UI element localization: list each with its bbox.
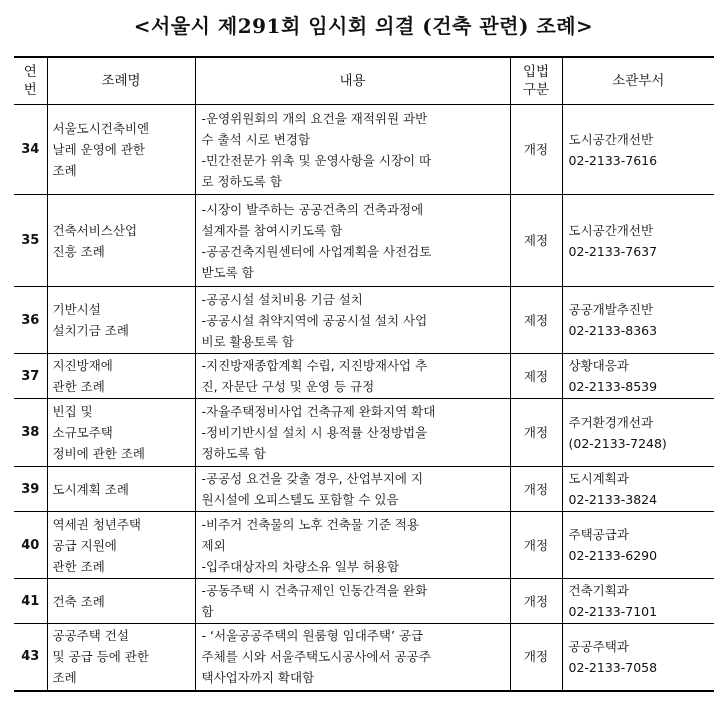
ordinance-content xyxy=(195,105,510,195)
ordinance-content-line: -정비기반시설 설치 시 용적률 산정방법을 xyxy=(201,425,428,440)
department-line: 주거환경개선과 xyxy=(568,414,654,430)
ordinance-content-line: -지진방재종합계획 수립, 지진방재사업 추 xyxy=(201,358,428,373)
header-num xyxy=(14,57,47,105)
row-number: 41 xyxy=(14,579,47,624)
department-line: 도시계획과 xyxy=(568,471,629,486)
table-row xyxy=(14,579,714,624)
responsible-department xyxy=(562,354,714,399)
header-name: 조례명 xyxy=(47,57,195,105)
ordinance-name-line: 빈집 및 xyxy=(52,404,93,419)
ordinance-content-line: -공동주택 시 건축규제인 인동간격을 완화 xyxy=(201,583,428,598)
ordinance-content-line: -자율주택정비사업 건축규제 완화지역 확대 xyxy=(201,404,436,419)
ordinance-content xyxy=(195,287,510,354)
responsible-department xyxy=(562,624,714,691)
department-line: 02-2133-7101 xyxy=(568,604,658,619)
legislation-type: 개정 xyxy=(510,467,562,512)
row-number: 34 xyxy=(14,105,47,195)
ordinance-content xyxy=(195,579,510,624)
ordinance-name xyxy=(47,624,195,691)
ordinance-content-line: - ‘서울공공주택의 원룸형 임대주택’ 공급 xyxy=(201,628,424,644)
ordinance-content-line: -시장이 발주하는 공공건축의 건축과정에 xyxy=(201,201,424,217)
ordinance-content-line: -공공시설 설치비용 기금 설치 xyxy=(201,291,363,307)
header-content: 내용 xyxy=(195,57,510,105)
ordinance-content-line: 원시설에 오피스텔도 포함할 수 있음 xyxy=(201,492,399,507)
department-line: 공공개발추진반 xyxy=(568,302,654,317)
ordinance-content xyxy=(195,512,510,579)
header-type-line: 입법 xyxy=(522,64,550,80)
responsible-department xyxy=(562,287,714,354)
ordinance-content-line: -입주대상자의 차량소유 일부 허용함 xyxy=(201,558,400,574)
header-type-line: 구분 xyxy=(522,82,550,98)
legislation-type: 개정 xyxy=(510,105,562,195)
responsible-department xyxy=(562,399,714,467)
ordinance-name-line: 건축 조례 xyxy=(52,593,105,609)
row-number: 40 xyxy=(14,512,47,579)
row-number: 43 xyxy=(14,624,47,691)
ordinance-name-line: 설치기금 조례 xyxy=(52,323,129,338)
legislation-type: 제정 xyxy=(510,354,562,399)
responsible-department xyxy=(562,105,714,195)
ordinance-content-line: -민간전문가 위촉 및 운영사항을 시장이 따 xyxy=(201,152,432,168)
row-number: 38 xyxy=(14,399,47,467)
legislation-type: 제정 xyxy=(510,287,562,354)
ordinance-name-line: 날레 운영에 관한 xyxy=(52,142,145,157)
ordinance-content-line: -공공성 요건을 갖출 경우, 산업부지에 지 xyxy=(201,471,424,486)
ordinance-name xyxy=(47,105,195,195)
legislation-type: 개정 xyxy=(510,624,562,691)
ordinance-name-line: 및 공급 등에 관한 xyxy=(52,649,149,665)
ordinance-name-line: 서울도시건축비엔 xyxy=(52,121,150,136)
ordinance-name-line: 정비에 관한 조례 xyxy=(52,446,145,461)
legislation-type: 개정 xyxy=(510,512,562,579)
department-line: 02-2133-7058 xyxy=(568,659,658,675)
row-number: 35 xyxy=(14,195,47,287)
ordinance-content-line: 수 출석 시로 변경함 xyxy=(201,131,311,147)
ordinance-name xyxy=(47,287,195,354)
ordinance-name-line: 지진방재에 xyxy=(52,358,113,373)
ordinance-content-line: 제외 xyxy=(201,537,226,553)
department-line: 공공주택과 xyxy=(568,638,629,654)
header-num-line: 연 xyxy=(23,64,37,80)
ordinance-name-line: 공공주택 건설 xyxy=(52,628,129,644)
ordinance-name xyxy=(47,195,195,287)
ordinance-name xyxy=(47,512,195,579)
department-line: 02-2133-8363 xyxy=(568,323,658,338)
department-line: 02-2133-7616 xyxy=(568,152,658,168)
ordinance-content-line: -비주거 건축물의 노후 건축물 기준 적용 xyxy=(201,516,420,532)
ordinance-content-line: 택사업자까지 확대함 xyxy=(201,670,315,686)
ordinance-name xyxy=(47,399,195,467)
ordinance-content-line: 받도록 함 xyxy=(201,264,254,280)
ordinance-content-line: 주체를 시와 서울주택도시공사에서 공공주 xyxy=(201,649,431,665)
ordinance-content-line: 설계자를 참여시키도록 함 xyxy=(201,222,343,238)
ordinance-content xyxy=(195,354,510,399)
ordinance-content-line: 정하도록 함 xyxy=(201,446,266,461)
document-title: <서울시 제291회 임시회 의결 (건축 관련) 조례> xyxy=(133,14,594,38)
department-line: 도시공간개선반 xyxy=(568,131,654,147)
ordinance-content-line: 함 xyxy=(201,604,214,619)
department-line: 02-2133-7637 xyxy=(568,243,658,259)
legislation-type: 제정 xyxy=(510,195,562,287)
ordinance-name-line: 관한 조례 xyxy=(52,558,105,574)
table-row xyxy=(14,399,714,467)
ordinance-name-line: 공급 지원에 xyxy=(52,537,117,553)
ordinance-content xyxy=(195,624,510,691)
ordinance-name-line: 소규모주택 xyxy=(52,425,113,440)
ordinance-content xyxy=(195,399,510,467)
ordinance-content xyxy=(195,195,510,287)
table-row xyxy=(14,354,714,399)
header-num-line: 번 xyxy=(23,82,37,98)
table-row xyxy=(14,105,714,195)
ordinance-name xyxy=(47,579,195,624)
row-number: 36 xyxy=(14,287,47,354)
ordinance-name-line: 건축서비스산업 xyxy=(52,222,138,238)
table-row xyxy=(14,195,714,287)
table-row xyxy=(14,512,714,579)
department-line: 02-2133-8539 xyxy=(568,379,658,394)
legislation-type: 개정 xyxy=(510,399,562,467)
ordinance-name-line: 역세권 청년주택 xyxy=(52,516,141,532)
ordinance-content-line: 로 정하도록 함 xyxy=(201,173,282,189)
responsible-department xyxy=(562,579,714,624)
department-line: 건축기획과 xyxy=(568,583,629,598)
table-row xyxy=(14,624,714,691)
legislation-type: 개정 xyxy=(510,579,562,624)
ordinance-name-line: 관한 조례 xyxy=(52,379,105,394)
ordinance-table xyxy=(14,56,714,692)
row-number: 39 xyxy=(14,467,47,512)
table-body xyxy=(14,105,714,691)
department-line: 02-2133-3824 xyxy=(568,492,658,507)
responsible-department xyxy=(562,512,714,579)
department-line: 02-2133-6290 xyxy=(568,548,658,563)
row-number: 37 xyxy=(14,354,47,399)
header-type xyxy=(510,57,562,105)
table-row xyxy=(14,467,714,512)
ordinance-content-line: -공공시설 취약지역에 공공시설 설치 사업 xyxy=(201,312,428,328)
department-line: 도시공간개선반 xyxy=(568,222,654,238)
header-dept: 소관부서 xyxy=(562,57,714,105)
ordinance-name xyxy=(47,467,195,512)
ordinance-name-line: 조례 xyxy=(52,670,77,686)
ordinance-content xyxy=(195,467,510,512)
ordinance-name-line: 기반시설 xyxy=(52,302,101,317)
table-row xyxy=(14,287,714,354)
ordinance-content-line: -공공건축지원센터에 사업계획을 사전검토 xyxy=(201,243,432,259)
ordinance-content-line: 진, 자문단 구성 및 운영 등 규정 xyxy=(201,379,375,394)
ordinance-name-line: 도시계획 조례 xyxy=(52,481,129,497)
department-line: 상황대응과 xyxy=(568,358,629,373)
responsible-department xyxy=(562,467,714,512)
ordinance-content-line: -운영위원회의 개의 요건을 재적위원 과반 xyxy=(201,110,428,126)
responsible-department xyxy=(562,195,714,287)
ordinance-name-line: 진흥 조례 xyxy=(52,243,105,259)
ordinance-name xyxy=(47,354,195,399)
table-header-row xyxy=(14,57,714,105)
ordinance-content-line: 비로 활용토록 함 xyxy=(201,333,294,349)
department-line: 주택공급과 xyxy=(568,527,629,542)
department-line: (02-2133-7248) xyxy=(568,435,667,451)
ordinance-name-line: 조례 xyxy=(52,163,77,178)
